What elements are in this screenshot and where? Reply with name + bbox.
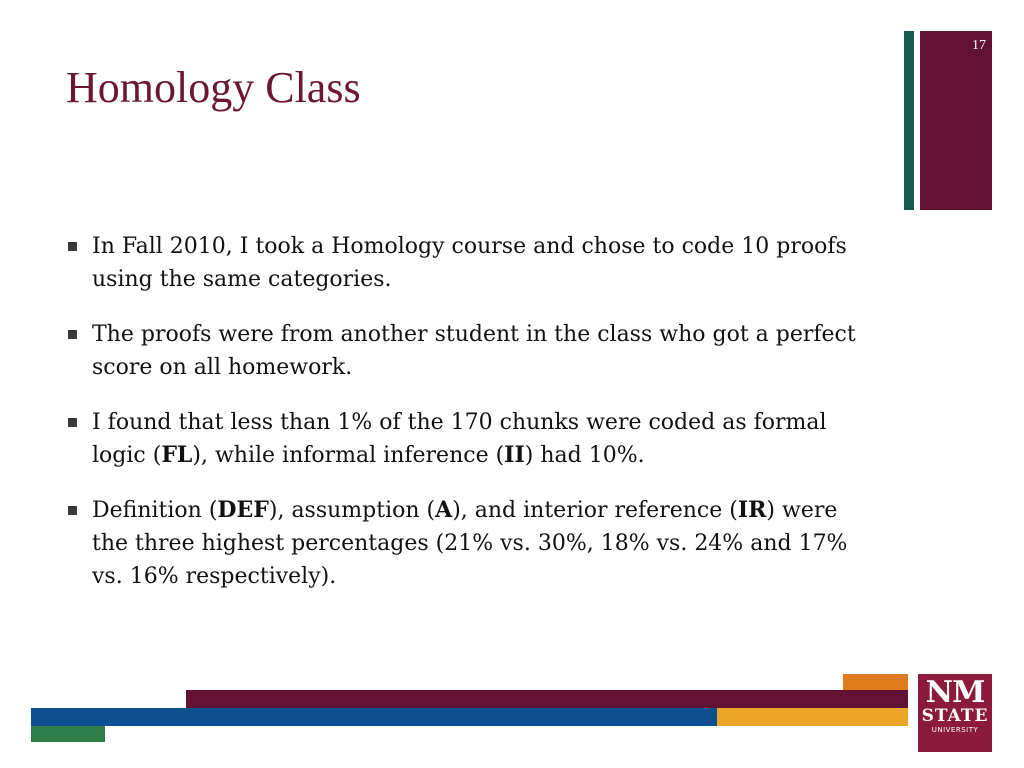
logo-nm-text: NM <box>925 675 985 710</box>
footer-bar-gold <box>717 708 908 726</box>
bullet-code: FL <box>161 442 193 468</box>
bullet-code: A <box>435 497 453 523</box>
bullet-text: The proofs were from another student in the class who got a perfect score on all homework. <box>92 322 856 380</box>
bullet-square-icon <box>68 506 77 515</box>
bullet-text: In Fall 2010, I took a Homology course and chose to code 10 proofs using the same categories. <box>92 234 847 292</box>
bullet-text: ) had 10%. <box>524 443 645 468</box>
nmsu-logo <box>918 674 992 752</box>
logo-state-text: STATE <box>921 706 989 726</box>
accent-green-bar <box>904 31 914 210</box>
bullet-text: ) were the three highest percentages (21% vs. 30%, 18% vs. 24% and 17% vs. 16% respectively). <box>92 498 848 589</box>
bullet-square-icon <box>68 418 77 427</box>
footer-bar-green <box>31 726 105 742</box>
bullet-item <box>66 406 876 472</box>
bullet-list <box>66 230 876 615</box>
bullet-text: ), and interior reference ( <box>452 498 738 523</box>
bullet-square-icon <box>68 330 77 339</box>
footer-bar-blue <box>31 708 717 726</box>
footer-bar-maroon <box>186 690 908 708</box>
bullet-text: ), assumption ( <box>268 498 436 523</box>
bullet-item <box>66 494 876 593</box>
bullet-code: IR <box>737 497 767 523</box>
slide-number: 17 <box>972 38 986 53</box>
bullet-item <box>66 230 876 296</box>
bullet-code: DEF <box>217 497 269 523</box>
bullet-text: ), while informal inference ( <box>192 443 505 468</box>
footer-bar-orange <box>843 674 908 690</box>
slide-title: Homology Class <box>66 63 361 112</box>
logo-university-text: UNIVERSITY <box>931 726 979 734</box>
bullet-square-icon <box>68 242 77 251</box>
bullet-item <box>66 318 876 384</box>
bullet-code: II <box>504 442 525 468</box>
bullet-text: Definition ( <box>92 498 218 523</box>
bullet-text: I found that less than 1% of the 170 chunks were coded as formal logic ( <box>92 410 827 468</box>
accent-maroon-block <box>920 31 992 210</box>
